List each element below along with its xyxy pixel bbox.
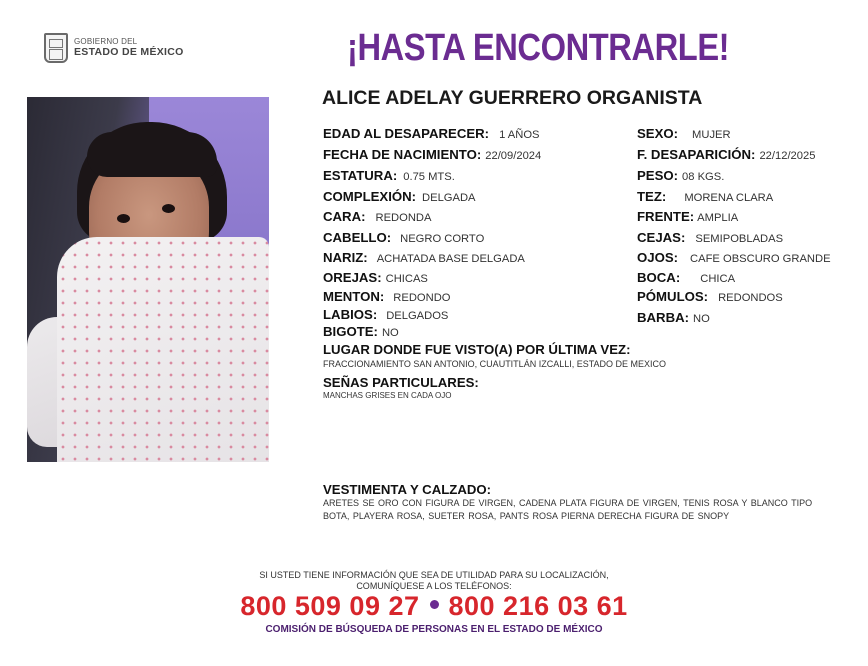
- missing-person-photo: [27, 97, 269, 462]
- field-label: OJOS:: [637, 250, 679, 265]
- field-value: CAFE OBSCURO GRANDE: [690, 253, 831, 265]
- field-mustache: [323, 324, 399, 339]
- field-label: OREJAS:: [323, 270, 382, 285]
- field-chin: [323, 289, 450, 304]
- field-value: 22/09/2024: [485, 150, 542, 162]
- field-label: EDAD AL DESAPARECER:: [323, 126, 490, 141]
- field-face: [323, 209, 431, 224]
- field-value: DELGADOS: [386, 310, 449, 322]
- contact-note-line-1: SI USTED TIENE INFORMACIÓN QUE SEA DE UTILIDAD PARA SU LOCALIZACIÓN,: [259, 570, 609, 580]
- person-name: ALICE ADELAY GUERRERO ORGANISTA: [322, 87, 703, 109]
- field-build: [323, 189, 476, 204]
- field-label: BOCA:: [637, 270, 681, 285]
- marks-heading: SEÑAS PARTICULARES:: [323, 375, 479, 390]
- field-value: AMPLIA: [697, 212, 739, 224]
- field-value: 0.75 MTS.: [403, 171, 455, 183]
- field-label: SEXO:: [637, 126, 679, 141]
- field-eyes: [637, 250, 831, 265]
- field-label: ESTATURA:: [323, 168, 398, 183]
- marks-text: MANCHAS GRISES EN CADA OJO: [323, 391, 452, 400]
- phone-number-2[interactable]: 800 216 03 61: [448, 591, 628, 621]
- poster-title: ¡HASTA ENCONTRARLE!: [347, 27, 730, 69]
- phone-number-1[interactable]: 800 509 09 27: [240, 591, 420, 621]
- field-birth-date: [323, 147, 541, 162]
- field-value: REDONDOS: [718, 292, 783, 304]
- commission-name: COMISIÓN DE BÚSQUEDA DE PERSONAS EN EL ESTADO DE MÉXICO: [265, 624, 603, 635]
- field-value: CHICAS: [385, 273, 428, 285]
- field-label: LABIOS:: [323, 307, 378, 322]
- state-coat-of-arms-icon: [44, 33, 68, 63]
- field-label: F. DESAPARICIÓN:: [637, 147, 756, 162]
- field-value: 22/12/2025: [759, 150, 816, 162]
- field-eyebrows: [637, 230, 783, 245]
- government-logo: [44, 33, 184, 63]
- field-label: CEJAS:: [637, 230, 686, 245]
- field-value: CHICA: [700, 273, 736, 285]
- field-value: REDONDO: [393, 292, 451, 304]
- field-value: SEMIPOBLADAS: [695, 233, 784, 245]
- field-value: MORENA CLARA: [684, 192, 774, 204]
- field-value: MUJER: [692, 129, 731, 141]
- field-cheekbones: [637, 289, 783, 304]
- field-label: NARIZ:: [323, 250, 368, 265]
- field-label: FECHA DE NACIMIENTO:: [323, 147, 482, 162]
- field-value: 08 KGS.: [682, 171, 725, 183]
- logo-line-1: GOBIERNO DEL: [74, 37, 138, 47]
- logo-line-2: ESTADO DE MÉXICO: [74, 46, 184, 59]
- field-value: 1 AÑOS: [499, 129, 540, 141]
- field-ears: [323, 270, 428, 285]
- clothing-text: ARETES SE ORO CON FIGURA DE VIRGEN, CADENA PLATA FIGURA DE VIRGEN, TENIS ROSA Y BLANCO TIPO BOTA, PLAYERA ROSA, SUETER ROSA, PANTS ROSA PIERNA DERECHA FIGURA DE SNOPY: [323, 498, 813, 521]
- field-hair: [323, 230, 484, 245]
- field-value: NO: [693, 313, 710, 325]
- field-weight: [637, 168, 724, 183]
- field-value: DELGADA: [422, 192, 476, 204]
- clothing-heading: VESTIMENTA Y CALZADO:: [323, 482, 492, 497]
- field-label: BARBA:: [637, 310, 690, 325]
- field-label: MENTON:: [323, 289, 385, 304]
- field-nose: [323, 250, 525, 265]
- contact-note-line-2: COMUNÍQUESE A LOS TELÉFONOS:: [356, 581, 512, 591]
- field-mouth: [637, 270, 735, 285]
- field-value: REDONDA: [375, 212, 432, 224]
- field-label: COMPLEXIÓN:: [323, 189, 417, 204]
- field-age: [323, 126, 540, 141]
- last-seen-text: FRACCIONAMIENTO SAN ANTONIO, CUAUTITLÁN IZCALLI, ESTADO DE MEXICO: [323, 359, 667, 369]
- field-label: TEZ:: [637, 189, 667, 204]
- field-lips: [323, 307, 448, 322]
- field-label: PÓMULOS:: [637, 289, 709, 304]
- phone-numbers: [0, 591, 868, 622]
- field-beard: [637, 310, 710, 325]
- field-complexion: [637, 189, 773, 204]
- field-label: CABELLO:: [323, 230, 392, 245]
- field-label: BIGOTE:: [323, 324, 378, 339]
- field-forehead: [637, 209, 738, 224]
- field-sex: [637, 126, 731, 141]
- field-height: [323, 168, 455, 183]
- field-value: NO: [381, 327, 399, 339]
- last-seen-heading: LUGAR DONDE FUE VISTO(A) POR ÚLTIMA VEZ:: [323, 342, 631, 357]
- field-disappearance-date: [637, 147, 815, 162]
- field-label: FRENTE:: [637, 209, 695, 224]
- field-label: PESO:: [637, 168, 679, 183]
- separator-dot-icon: [430, 600, 439, 609]
- field-value: ACHATADA BASE DELGADA: [376, 253, 525, 265]
- field-value: NEGRO CORTO: [400, 233, 485, 245]
- field-label: CARA:: [323, 209, 366, 224]
